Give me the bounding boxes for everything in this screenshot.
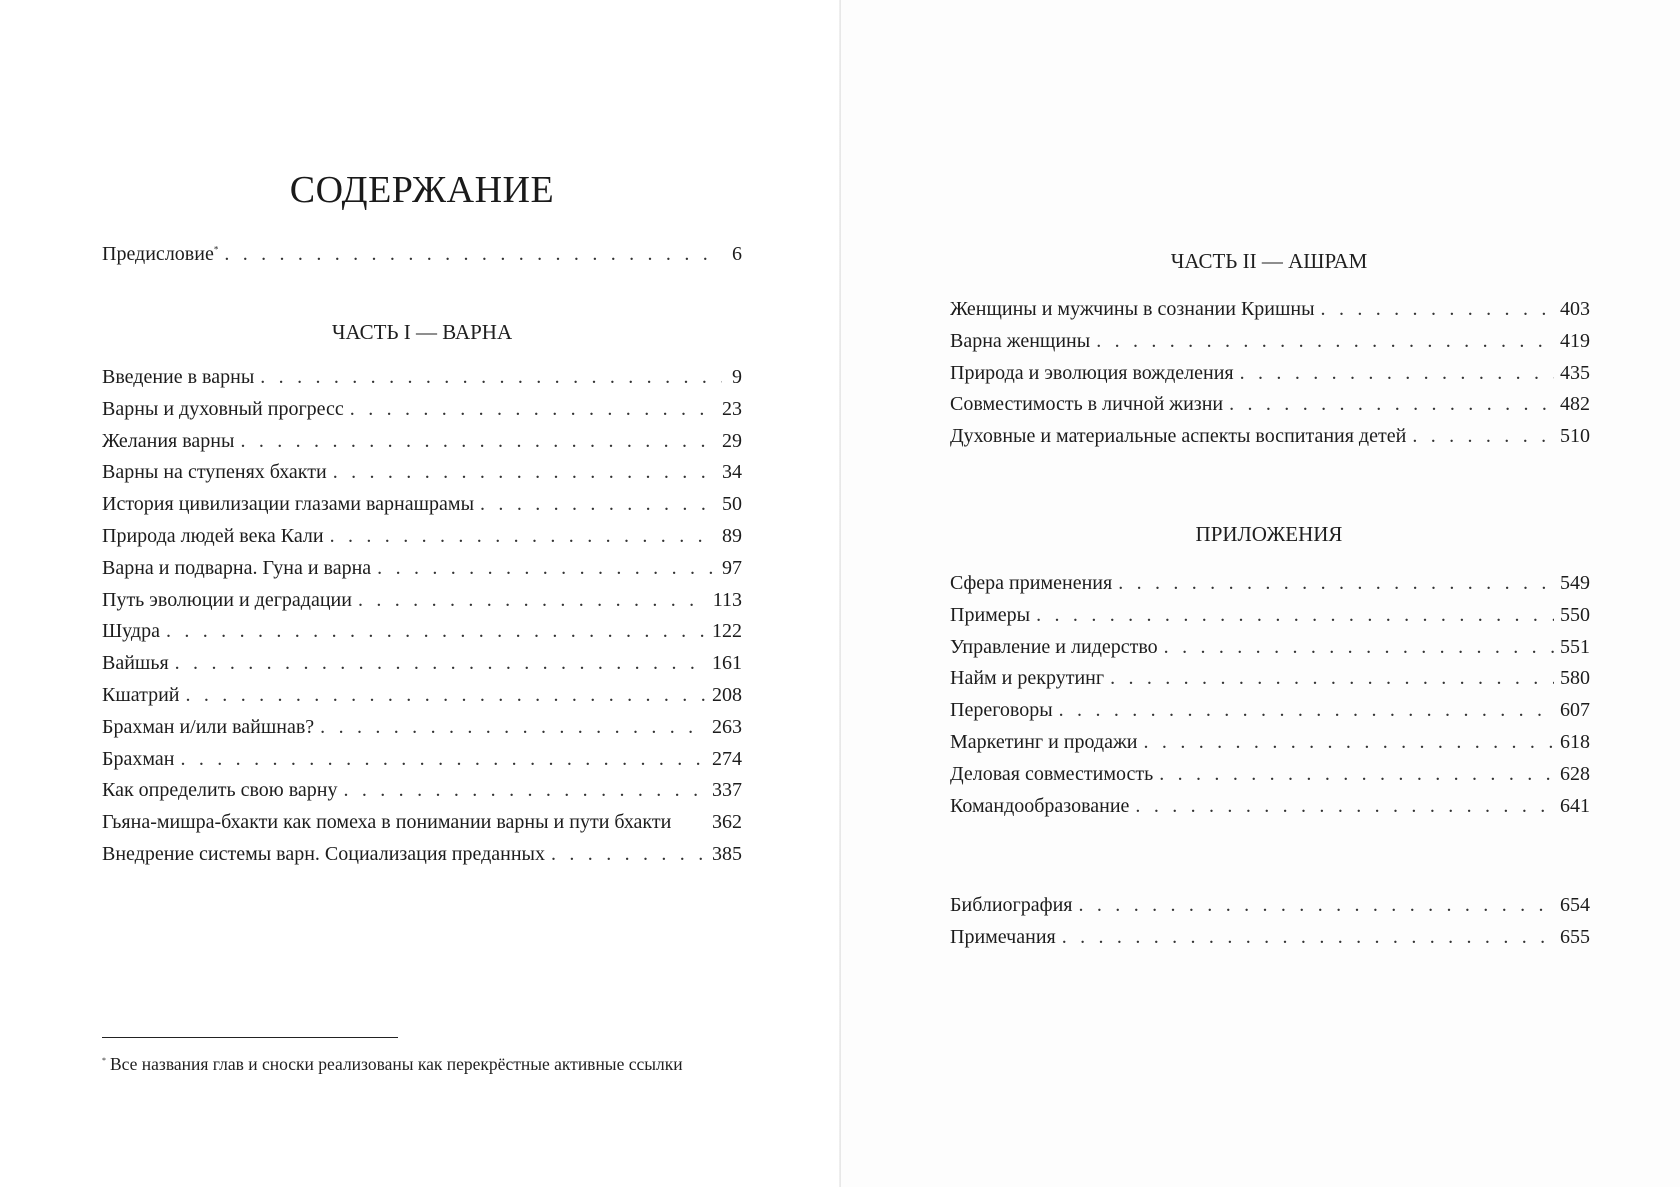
preface-list [102, 239, 742, 271]
toc-entry[interactable] [950, 663, 1590, 695]
footnote-mark[interactable]: * [213, 244, 219, 255]
toc-entry-title[interactable]: Найм и рекрутинг [950, 667, 1105, 690]
toc-entry[interactable] [102, 553, 742, 585]
toc-entry-page[interactable]: 403 [1560, 298, 1590, 320]
toc-entry-page[interactable]: 113 [712, 588, 742, 611]
toc-entry[interactable] [102, 362, 742, 394]
toc-entry-page[interactable]: 208 [712, 683, 742, 706]
dot-leader [1412, 421, 1554, 453]
footnote [102, 1054, 683, 1075]
dot-leader [377, 553, 716, 585]
toc-entry-page[interactable]: 29 [722, 429, 742, 452]
toc-entry-title[interactable]: Совместимость в личной жизни [950, 393, 1224, 416]
toc-entry[interactable] [950, 600, 1590, 632]
dot-leader [330, 521, 716, 553]
toc-entry-title[interactable]: Гьяна-мишра-бхакти как помеха в понимании варны и пути бхакти [102, 811, 672, 834]
dot-leader [1062, 922, 1554, 954]
toc-entry[interactable] [950, 695, 1590, 727]
toc-entry[interactable] [102, 807, 742, 839]
toc-entry-title[interactable]: Кшатрий [102, 683, 180, 706]
toc-entry[interactable] [102, 744, 742, 776]
dot-leader [180, 744, 706, 776]
dot-leader [1036, 600, 1554, 632]
dot-leader [1096, 326, 1554, 358]
dot-leader [1135, 791, 1554, 823]
toc-entry-title[interactable]: Варна женщины [950, 329, 1091, 352]
toc-entry[interactable] [950, 632, 1590, 664]
toc-entry[interactable] [950, 791, 1590, 823]
toc-entry-page[interactable]: 50 [722, 493, 742, 516]
toc-entry-page[interactable]: 435 [1560, 361, 1590, 384]
toc-entry-title[interactable]: Управление и лидерство [950, 635, 1158, 658]
toc-entry-title[interactable]: Как определить свою варну [102, 779, 338, 802]
toc-entry-page[interactable]: 385 [712, 842, 742, 865]
dot-leader [186, 680, 707, 712]
toc-entry[interactable] [102, 648, 742, 680]
toc-entry-page[interactable]: 362 [712, 811, 742, 834]
toc-entry-page[interactable]: 607 [1560, 699, 1590, 722]
toc-entry[interactable] [950, 727, 1590, 759]
toc-title: СОДЕРЖАНИЕ [289, 169, 555, 211]
toc-entry[interactable] [950, 421, 1590, 453]
toc-entry-title[interactable]: Внедрение системы варн. Социализация преданных [102, 842, 545, 865]
dot-leader [551, 839, 706, 871]
dot-leader [1118, 568, 1554, 600]
toc-entry-title[interactable]: Варны и духовный прогресс [102, 397, 344, 420]
dot-leader [480, 489, 716, 521]
toc-entry[interactable] [950, 358, 1590, 390]
toc-entry-title[interactable]: Духовные и материальные аспекты воспитания детей [950, 425, 1407, 448]
toc-entry[interactable] [102, 457, 742, 489]
toc-entry[interactable] [102, 426, 742, 458]
part2-heading: ЧАСТЬ II — АШРАМ [1170, 249, 1368, 273]
footnote-divider [102, 1037, 398, 1038]
toc-entry[interactable] [950, 389, 1590, 421]
toc-entry-title[interactable]: Женщины и мужчины в сознании Кришны [950, 298, 1315, 320]
dot-leader [358, 585, 707, 617]
toc-entry[interactable] [102, 489, 742, 521]
dot-leader [175, 648, 706, 680]
toc-entry-title[interactable]: Сфера применения [950, 572, 1113, 594]
toc-entry[interactable] [950, 890, 1590, 922]
toc-entry-title[interactable]: История цивилизации глазами варнашрамы [102, 493, 475, 516]
toc-entry-title[interactable]: Брахман и/или вайшнав? [102, 715, 315, 738]
toc-entry[interactable] [102, 585, 742, 617]
dot-leader [1079, 890, 1555, 922]
dot-leader [240, 426, 716, 458]
toc-entry[interactable] [950, 568, 1590, 600]
toc-entry-title[interactable]: Природа людей века Кали [102, 524, 324, 547]
toc-entry[interactable] [102, 712, 742, 744]
toc-entry[interactable] [102, 394, 742, 426]
toc-entry-title[interactable]: Шудра [102, 620, 160, 643]
dot-leader [1229, 389, 1554, 421]
part1-entries [102, 362, 742, 871]
toc-entry-page[interactable]: 510 [1560, 425, 1590, 448]
toc-entry-page[interactable]: 89 [722, 524, 742, 547]
toc-entry[interactable] [102, 680, 742, 712]
dot-leader [1164, 632, 1554, 664]
toc-entry-page[interactable]: 654 [1560, 894, 1590, 916]
toc-entry-page[interactable]: 655 [1560, 925, 1590, 948]
part1-heading: ЧАСТЬ I — ВАРНА [331, 320, 513, 344]
toc-entry-page[interactable]: 550 [1560, 603, 1590, 626]
dot-leader [333, 457, 716, 489]
dot-leader [350, 394, 716, 426]
toc-entry[interactable] [950, 326, 1590, 358]
toc-entry-page[interactable]: 161 [712, 652, 742, 675]
toc-entry-title[interactable]: Предисловие* [102, 243, 219, 265]
footnote-text: Все названия глав и сноски реализованы как перекрёстные активные ссылки [110, 1054, 683, 1074]
dot-leader [1059, 695, 1554, 727]
dot-leader [1240, 358, 1554, 390]
dot-leader [166, 616, 706, 648]
toc-entry-page[interactable]: 641 [1560, 794, 1590, 817]
dot-leader [1110, 663, 1554, 695]
dot-leader [1321, 294, 1554, 326]
toc-entry-title[interactable]: Вайшья [102, 652, 169, 675]
toc-entry[interactable] [102, 775, 742, 807]
toc-entry-page[interactable]: 337 [712, 779, 742, 802]
toc-entry-page[interactable]: 263 [712, 715, 742, 738]
toc-entry-title[interactable]: Командообразование [950, 794, 1130, 817]
toc-entry-title[interactable]: Варны на ступенях бхакти [102, 461, 327, 484]
toc-entry[interactable] [950, 294, 1590, 326]
toc-entry-page[interactable]: 6 [732, 243, 742, 265]
toc-entry-page[interactable]: 551 [1560, 635, 1590, 658]
back-matter-entries [950, 890, 1590, 954]
toc-entry[interactable] [102, 839, 742, 871]
toc-entry-title[interactable]: Брахман [102, 747, 175, 770]
toc-entry-title[interactable]: Примеры [950, 603, 1031, 626]
part2-entries [950, 294, 1590, 453]
toc-entry-page[interactable]: 122 [712, 620, 742, 643]
toc-entry-page[interactable]: 580 [1560, 667, 1590, 690]
toc-entry-title[interactable]: Желания варны [102, 429, 235, 452]
dot-leader [260, 362, 722, 394]
toc-entry[interactable] [102, 616, 742, 648]
toc-entry-title[interactable]: Примечания [950, 925, 1056, 948]
toc-entry-page[interactable]: 97 [722, 556, 742, 579]
toc-entry-title[interactable]: Варна и подварна. Гуна и варна [102, 556, 372, 579]
toc-entry-title[interactable]: Маркетинг и продажи [950, 730, 1138, 753]
toc-entry-page[interactable]: 628 [1560, 762, 1590, 785]
toc-entry[interactable] [950, 922, 1590, 954]
toc-entry-page[interactable]: 482 [1560, 393, 1590, 416]
appendices-entries [950, 568, 1590, 822]
toc-entry-page[interactable]: 549 [1560, 572, 1590, 594]
dot-leader [343, 775, 706, 807]
dot-leader [1144, 727, 1554, 759]
toc-entry-page[interactable]: 9 [732, 366, 742, 388]
dot-leader [320, 712, 706, 744]
toc-entry-title[interactable]: Путь эволюции и деградации [102, 588, 352, 611]
toc-entry[interactable] [102, 521, 742, 553]
toc-entry[interactable] [950, 759, 1590, 791]
toc-entry-title[interactable]: Деловая совместимость [950, 762, 1154, 785]
dot-leader [1159, 759, 1554, 791]
appendices-heading: ПРИЛОЖЕНИЯ [1195, 522, 1343, 546]
toc-entry-preface[interactable] [102, 239, 742, 271]
toc-entry-page[interactable]: 23 [722, 397, 742, 420]
toc-entry-page[interactable]: 419 [1560, 329, 1590, 352]
toc-entry-title[interactable]: Переговоры [950, 699, 1053, 722]
toc-entry-title[interactable]: Библиография [950, 894, 1073, 916]
right-page [841, 0, 1680, 1187]
toc-entry-page[interactable]: 274 [712, 747, 742, 770]
footnote-mark: * [102, 1056, 106, 1066]
toc-entry-title[interactable]: Введение в варны [102, 366, 255, 388]
dot-leader [224, 239, 722, 271]
toc-entry-page[interactable]: 34 [722, 461, 742, 484]
toc-entry-title[interactable]: Природа и эволюция вожделения [950, 361, 1234, 384]
toc-entry-page[interactable]: 618 [1560, 730, 1590, 753]
